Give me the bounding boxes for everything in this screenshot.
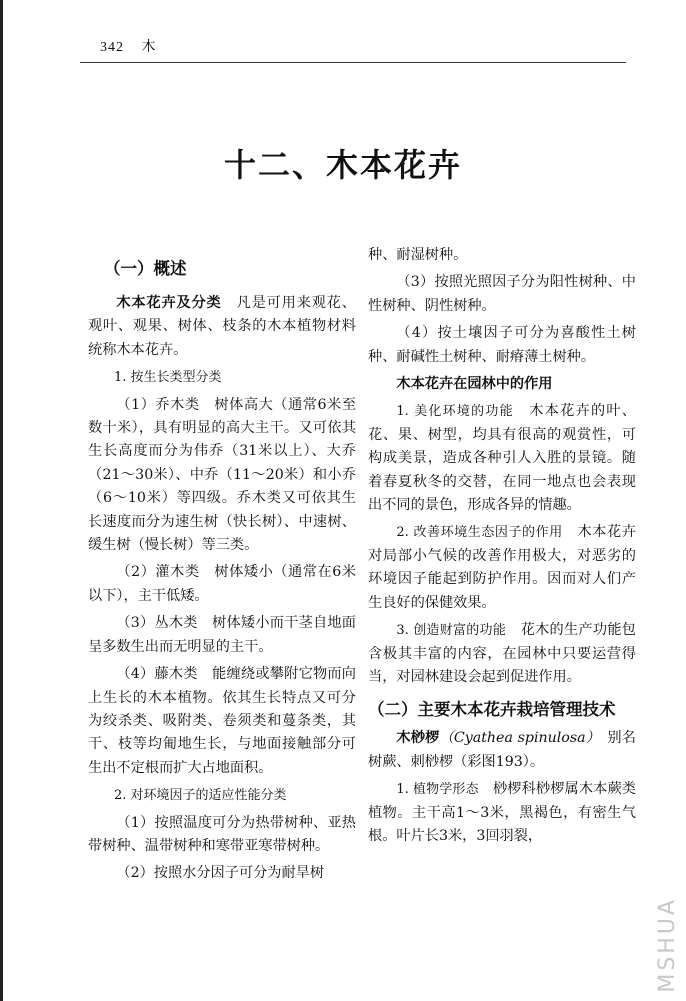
paragraph-text: 树体矮小（通常在6米以下），主干低矮。	[88, 564, 357, 604]
chapter-title: 十二、木本花卉	[223, 146, 462, 184]
paragraph-ecology	[368, 521, 636, 615]
species-name: 木桫椤	[396, 730, 440, 747]
running-header	[100, 36, 156, 56]
paragraph-water: （2）按照水分因子可分为耐旱树	[116, 865, 325, 882]
term-label: 木本花卉及分类	[116, 295, 222, 311]
section-heading-cultivation: （二）主要木本花卉栽培管理技术	[368, 700, 616, 720]
latin-name: （Cyathea spinulosa）	[439, 730, 594, 747]
term-label: （3）丛木类	[116, 615, 198, 632]
term-label: （1）乔木类	[116, 396, 200, 413]
paragraph-text: 花木的生产功能包含极其丰富的内容，在园林中只要运营得当，对园林建设会起到促进作用。	[368, 622, 636, 685]
term-label: 3. 创造财富的功能	[396, 623, 507, 639]
paragraph-text: 别名树蕨、刺桫椤（彩图193）。	[368, 730, 636, 770]
paragraph-text: 木本花卉的叶、花、果、树型，均具有很高的观赏性，可构成美景，造成各种引人入胜的景镜。随着春夏秋冬的交替，在同一地点也会表现出不同的景色，形成各异的情趣。	[368, 403, 636, 514]
watermark: MSHUA	[655, 897, 680, 993]
paragraph-text: 树体高大（通常6米至数十米），具有明显的高大主干。又可依其生长高度而分为伟乔（31米以上）、大乔（21～30米）、中乔（11～20米）和小乔（6～10米）等四级。乔木类又可依其生长速度而分为速生树（快长树）、中速树、缓生树（慢长树）等三类。	[88, 396, 357, 554]
subsection-growth-type: 1. 按生长类型分类	[114, 370, 222, 386]
subheading-role	[368, 373, 636, 396]
term-label: （4）藤木类	[116, 666, 198, 683]
paragraph-text: 凡是可用来观花、观叶、观果、树体、枝条的木本植物材料统称木本花卉。	[88, 295, 356, 358]
header-rule	[80, 62, 626, 63]
paragraph-continued: 种、耐湿树种。	[368, 247, 468, 263]
paragraph-vines	[88, 663, 356, 780]
subsection-environment: 2. 对环境因子的适应性能分类	[114, 788, 287, 804]
paragraph-morphology	[368, 778, 636, 848]
paragraph-text: 桫椤科桫椤属木本蕨类植物。主干高1～3米，黑褐色，有密生气根。叶片长3米，3回羽裂，	[368, 781, 636, 844]
paragraph-text: 树体矮小而干茎自地面呈多数生出而无明显的主干。	[88, 615, 356, 655]
term-label: （2）灌木类	[116, 564, 200, 581]
paragraph-definition	[88, 292, 356, 362]
paragraph-wealth	[368, 619, 636, 689]
left-column	[88, 250, 356, 886]
subheading-text: 木本花卉在园林中的作用	[396, 376, 553, 393]
section-heading-overview: （一）概述	[104, 259, 187, 278]
paragraph-text: 木本花卉对局部小气候的改善作用极大，对恶劣的环境因子能起到防护作用。因而对人们产生良好的保健效果。	[368, 524, 636, 611]
paragraph-species	[368, 727, 636, 774]
paragraph-text: 能缠绕或攀附它物而向上生长的木本植物。依其生长特点又可分为绞杀类、吸附类、卷须类和蔓条类，其干、枝等均匍地生长，与地面接触部分可生出不定根而扩大占地面积。	[88, 666, 356, 776]
term-label: 1. 植物学形态	[396, 782, 479, 798]
paragraph-temperature: （1）按照温度可分为热带树种、亚热带树种、温带树种和寒带亚寒带树种。	[88, 814, 356, 854]
running-section: 木	[141, 39, 157, 55]
paragraph-beautify	[368, 400, 636, 517]
paragraph-shrubs	[88, 561, 356, 608]
term-label: 1. 美化环境的功能	[396, 404, 514, 420]
right-column	[368, 244, 636, 848]
paragraph-light: （3）按照光照因子分为阳性树种、中性树种、阴性树种。	[368, 274, 636, 314]
term-label: 2. 改善环境生态因子的作用	[396, 525, 563, 541]
page-number: 342	[100, 40, 124, 55]
paragraph-soil: （4）按土壤因子可分为喜酸性土树种、耐碱性土树种、耐瘠薄土树种。	[368, 325, 636, 365]
paragraph-trees	[88, 394, 356, 558]
paragraph-clump-trees	[88, 612, 356, 659]
